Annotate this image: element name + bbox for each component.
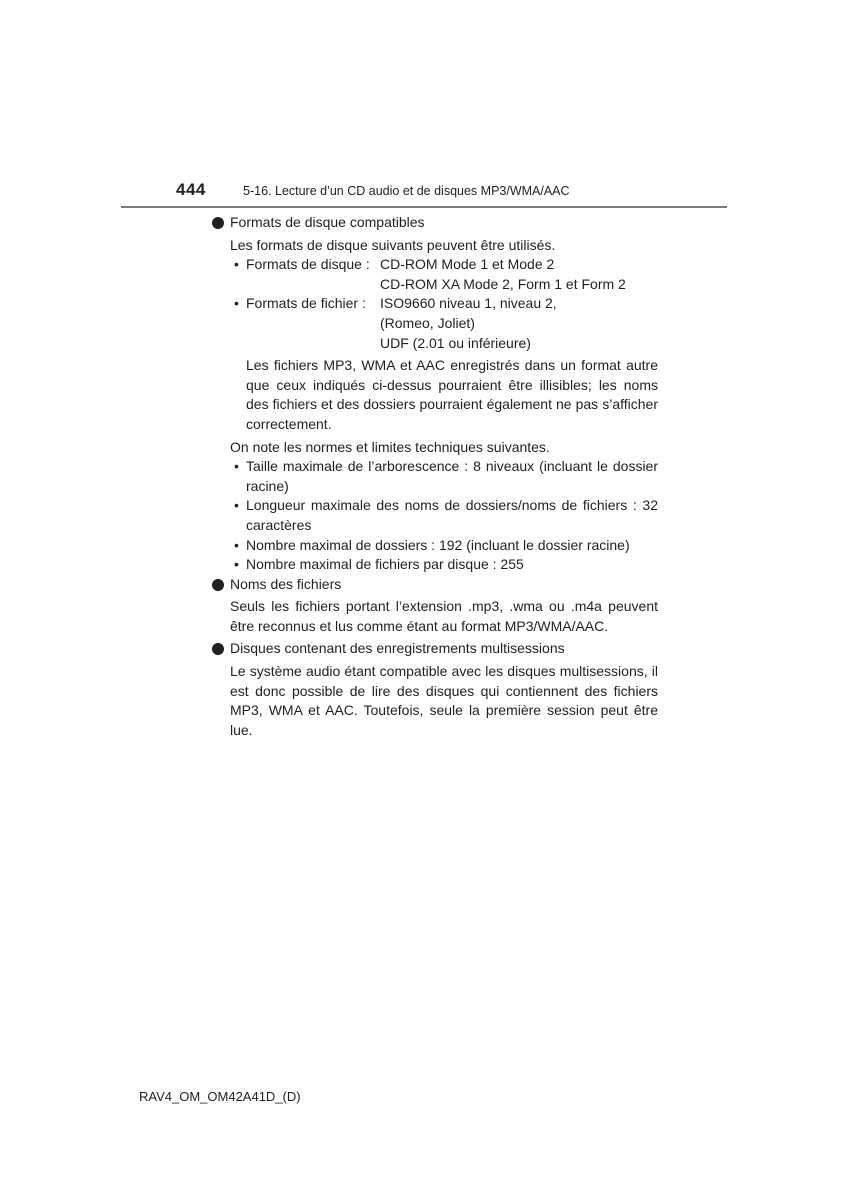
format-value: UDF (2.01 ou inférieure) <box>380 334 531 351</box>
running-header: 5-16. Lecture d’un CD audio et de disques MP3/WMA/AAC <box>243 184 570 198</box>
bullet-icon: • <box>234 536 239 553</box>
paragraph: Seuls les fichiers portant l’extension .mp3, .wma ou .m4a peuvent être reconnus et lus comme étant au format MP3/WMA/AAC. <box>230 598 658 634</box>
limits-list <box>212 457 658 575</box>
format-values <box>380 255 626 294</box>
bullet-icon: • <box>234 256 239 273</box>
list-item <box>230 555 658 575</box>
paragraph: Les formats de disque suivants peuvent être utilisés. <box>230 236 556 253</box>
section-heading-multisession <box>212 639 658 659</box>
format-note: Les fichiers MP3, WMA et AAC enregistrés dans un format autre que ceux indiqués ci-dessus pourraient être illisibles; les noms des fichiers et des dossiers pourraient également ne pas s’afficher correctement. <box>246 357 658 432</box>
bullet-icon: • <box>234 458 239 475</box>
bullet-icon: • <box>234 556 239 573</box>
list-item-text: Nombre maximal de fichiers par disque : 255 <box>246 556 524 573</box>
paragraph: On note les normes et limites techniques suivantes. <box>230 438 550 455</box>
format-value: (Romeo, Joliet) <box>380 314 475 331</box>
list-item-text: Longueur maximale des noms de dossiers/noms de fichiers : 32 caractères <box>246 497 658 533</box>
list-item-text: Nombre maximal de dossiers : 192 (incluant le dossier racine) <box>246 536 630 553</box>
list-item <box>230 536 658 556</box>
section-title: Formats de disque compatibles <box>230 214 425 230</box>
list-item-text: Taille maximale de l’arborescence : 8 niveaux (incluant le dossier racine) <box>246 458 658 494</box>
section-title: Noms des fichiers <box>230 575 342 592</box>
paragraph: Le système audio étant compatible avec les disques multisessions, il est donc possible de lire des disques qui contiennent des fichiers MP3, WMA et AAC. Toutefois, seule la première session peut être lue. <box>230 663 658 738</box>
section-heading-formats <box>212 213 658 233</box>
bullet-icon: • <box>234 497 239 514</box>
header-rule <box>121 206 727 208</box>
bullet-icon: • <box>234 295 239 312</box>
format-value: CD-ROM XA Mode 2, Form 1 et Form 2 <box>380 275 626 292</box>
section-title: Disques contenant des enregistrements multisessions <box>230 640 565 657</box>
format-label: Formats de fichier : <box>246 295 366 312</box>
format-values <box>380 294 557 353</box>
list-item <box>230 255 658 294</box>
format-label: Formats de disque : <box>246 256 370 273</box>
page-number: 444 <box>176 180 206 199</box>
format-value: ISO9660 niveau 1, niveau 2, <box>380 295 557 312</box>
bullet-dot-icon <box>212 579 224 591</box>
bullet-dot-icon <box>212 643 224 655</box>
format-value: CD-ROM Mode 1 et Mode 2 <box>380 256 555 273</box>
list-item <box>230 294 658 353</box>
document-code: RAV4_OM_OM42A41D_(D) <box>139 1089 301 1104</box>
format-list <box>212 255 658 353</box>
bullet-dot-icon <box>212 217 224 229</box>
page-content <box>212 213 658 740</box>
list-item <box>230 496 658 535</box>
list-item <box>230 457 658 496</box>
section-heading-file-names <box>212 575 658 595</box>
